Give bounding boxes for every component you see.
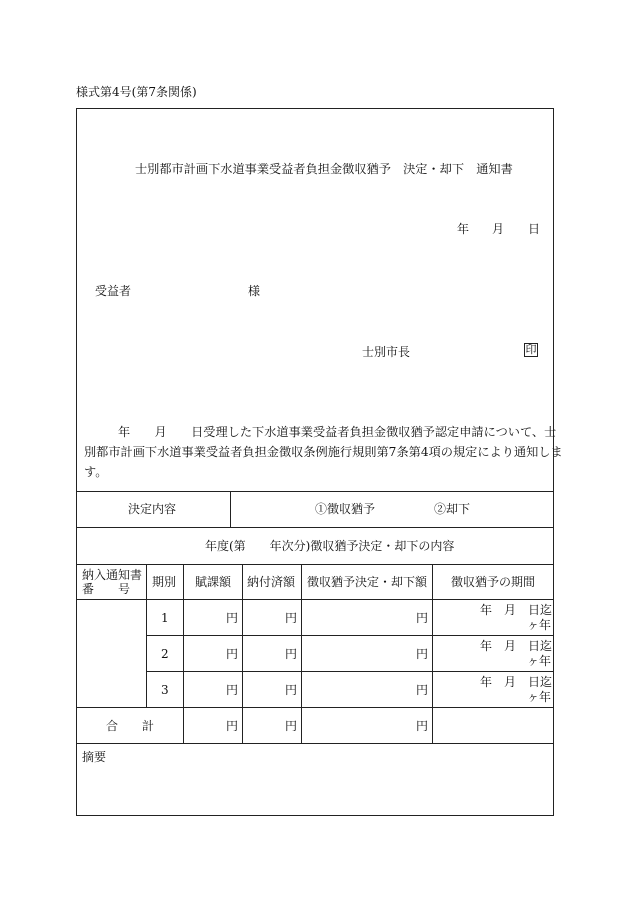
row-1-decision-yen: 円	[416, 611, 429, 625]
row-3-decision-yen: 円	[416, 683, 429, 697]
header-period: 期別	[152, 575, 177, 589]
rule-remarks-top	[76, 743, 554, 744]
rule-col-assessed	[242, 564, 243, 743]
header-assessed: 賦課額	[195, 575, 232, 589]
row-1-term-date: 年 月 日迄	[480, 603, 553, 617]
date-day: 日	[528, 222, 541, 236]
section-title: 年度(第 年次分)徴収猶予決定・却下の内容	[205, 539, 455, 553]
total-assessed-yen: 円	[226, 719, 239, 733]
date-month: 月	[492, 222, 505, 236]
rule-decision-divider	[230, 491, 231, 527]
row-3-paid-yen: 円	[285, 683, 298, 697]
issuer-label: 士別市長	[362, 345, 411, 359]
rule-col-notice	[146, 564, 147, 707]
document-title: 士別都市計画下水道事業受益者負担金徴収猶予 決定・却下 通知書	[135, 162, 513, 176]
header-decision-amount: 徴収猶予決定・却下額	[307, 575, 428, 589]
rule-decision-top	[76, 491, 554, 492]
row-1-term-years: ヶ年	[527, 618, 552, 632]
total-paid-yen: 円	[285, 719, 298, 733]
rule-col-period	[183, 564, 184, 743]
row-1-period: 1	[161, 611, 169, 625]
remarks-label: 摘要	[82, 750, 107, 764]
row-1-paid-yen: 円	[285, 611, 298, 625]
rule-section-top	[76, 527, 554, 528]
row-3-assessed-yen: 円	[226, 683, 239, 697]
date-year: 年	[457, 222, 470, 236]
total-label: 合 計	[106, 719, 155, 733]
header-term: 徴収猶予の期間	[451, 575, 536, 589]
row-3-term-date: 年 月 日迄	[480, 675, 553, 689]
decision-option-rejection: ②却下	[434, 502, 471, 516]
row-2-assessed-yen: 円	[226, 647, 239, 661]
row-1-assessed-yen: 円	[226, 611, 239, 625]
rule-col-paid	[301, 564, 302, 743]
rule-table-header-top	[76, 564, 554, 565]
row-2-decision-yen: 円	[416, 647, 429, 661]
decision-option-deferral: ①徴収猶予	[315, 502, 376, 516]
body-text-line-1: 年 月 日受理した下水道事業受益者負担金徴収猶予認定申請について、士	[118, 425, 557, 439]
rule-row-3-top	[146, 671, 554, 672]
row-2-term-years: ヶ年	[527, 654, 552, 668]
row-2-paid-yen: 円	[285, 647, 298, 661]
body-text-line-3: す。	[84, 465, 108, 479]
recipient-honorific: 様	[248, 284, 261, 298]
form-frame	[76, 108, 557, 816]
rule-row-2-top	[146, 635, 554, 636]
rule-row-1-top	[76, 599, 554, 600]
header-paid: 納付済額	[247, 575, 296, 589]
recipient-label: 受益者	[95, 284, 132, 298]
total-decision-yen: 円	[416, 719, 429, 733]
row-3-period: 3	[161, 683, 169, 697]
rule-col-decision-amount	[432, 564, 433, 743]
header-notice-number-line-2: 番 号	[82, 582, 131, 596]
row-2-term-date: 年 月 日迄	[480, 639, 553, 653]
decision-label: 決定内容	[128, 502, 177, 516]
seal-mark: 印	[525, 343, 537, 356]
row-2-period: 2	[161, 647, 169, 661]
header-notice-number-line-1: 納入通知書	[82, 568, 143, 582]
rule-total-top	[76, 707, 554, 708]
body-text-line-2: 別都市計画下水道事業受益者負担金徴収条例施行規則第7条第4項の規定により通知しま	[84, 445, 563, 459]
form-number: 様式第4号(第7条関係)	[76, 85, 197, 99]
row-3-term-years: ヶ年	[527, 690, 552, 704]
